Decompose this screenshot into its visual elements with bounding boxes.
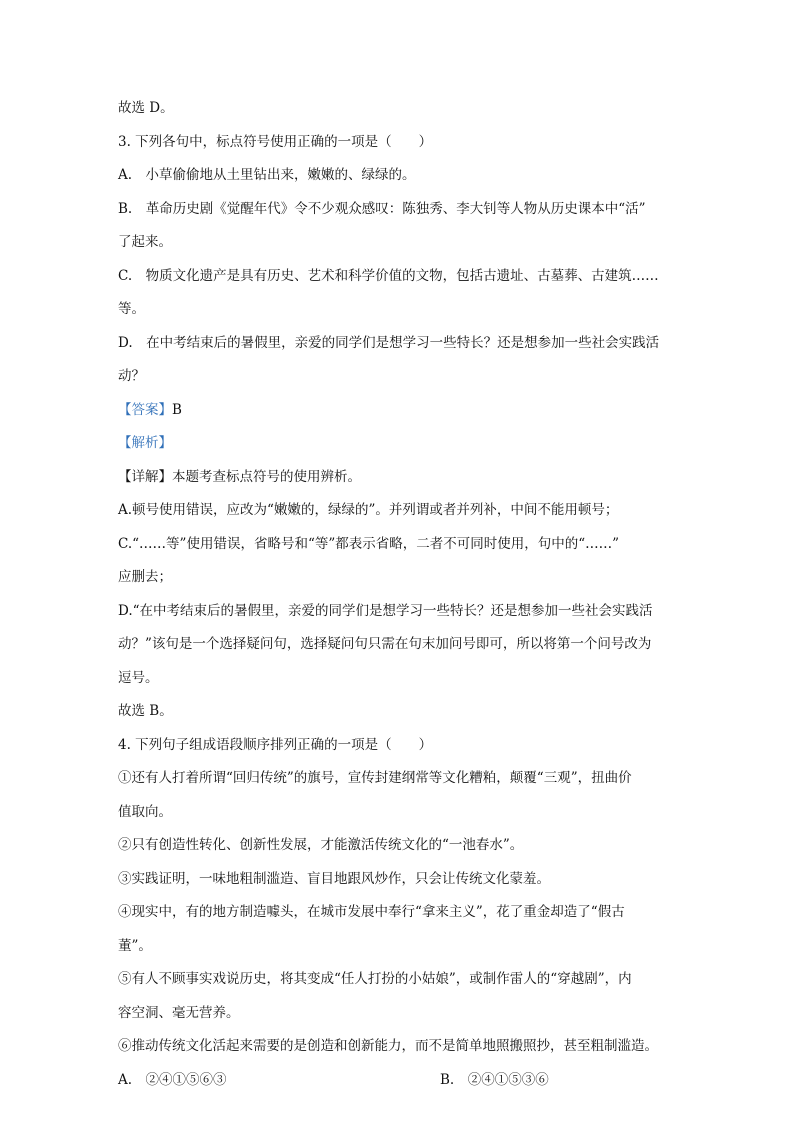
explanation-c-cont: 应删去； xyxy=(118,569,172,585)
question-4-option-b: B. ②④①⑤③⑥ xyxy=(440,1071,549,1088)
detail-line: 【详解】本题考查标点符号的使用辨析。 xyxy=(118,468,361,485)
question-3-conclusion: 故选 B。 xyxy=(118,703,173,719)
answer-value: B xyxy=(172,401,182,418)
question-4-options xyxy=(118,1070,686,1090)
question-4-option-a: A. ②④①⑤⑥③ xyxy=(118,1071,227,1088)
explanation-d: D.“在中考结束后的暑假里，亲爱的同学们是想学习一些特长？还是想参加一些社会实践活 xyxy=(118,602,653,619)
sentence-1-cont: 值取向。 xyxy=(118,803,172,820)
explanation-d-cont: 动？”该句是一个选择疑问句，选择疑问句只需在句末加问号即可，所以将第一个问号改为 xyxy=(118,636,652,652)
question-3-option-c: C. 物质文化遗产是具有历史、艺术和科学价值的文物，包括古遗址、古墓葬、古建筑…… xyxy=(118,267,659,284)
sentence-5: ⑤有人不顾事实戏说历史，将其变成“任人打扮的小姑娘”，或制作雷人的“穿越剧”，内 xyxy=(118,971,632,987)
question-3-stem: 3. 下列各句中，标点符号使用正确的一项是（ ） xyxy=(118,133,433,150)
question-4-stem: 4. 下列句子组成语段顺序排列正确的一项是（ ） xyxy=(118,736,433,753)
sentence-4-cont: 董”。 xyxy=(118,937,152,954)
question-3-option-b-cont: 了起来。 xyxy=(118,234,172,250)
question-3-option-d: D. 在中考结束后的暑假里，亲爱的同学们是想学习一些特长？还是想参加一些社会实践活 xyxy=(118,334,660,351)
answer-tag: 【答案】 xyxy=(118,401,172,418)
sentence-3: ③实践证明，一味地粗制滥造、盲目地跟风炒作，只会让传统文化蒙羞。 xyxy=(118,870,550,887)
explanation-d-cont-2: 逗号。 xyxy=(118,669,159,686)
analysis-line xyxy=(118,433,686,453)
question-3-option-a: A. 小草偷偷地从土里钻出来，嫩嫩的、绿绿的。 xyxy=(118,167,416,183)
sentence-5-cont: 容空洞、毫无营养。 xyxy=(118,1004,240,1021)
sentence-6: ⑥推动传统文化活起来需要的是创造和创新能力，而不是简单地照搬照抄，甚至粗制滥造。 xyxy=(118,1038,658,1054)
prev-answer-line: 故选 D。 xyxy=(118,100,174,116)
document-page xyxy=(118,98,686,1103)
answer-line xyxy=(118,400,686,420)
question-3-option-c-cont: 等。 xyxy=(118,301,145,317)
question-3-option-d-cont: 动？ xyxy=(118,368,145,384)
explanation-a: A.顿号使用错误，应改为“嫩嫩的，绿绿的”。并列谓或者并列补，中间不能用顿号； xyxy=(118,502,619,518)
sentence-4: ④现实中，有的地方制造噱头，在城市发展中奉行“拿来主义”，花了重金却造了“假古 xyxy=(118,904,625,920)
analysis-tag: 【解析】 xyxy=(118,435,172,451)
explanation-c: C.“……等”使用错误，省略号和“等”都表示省略，二者不可同时使用，句中的“……” xyxy=(118,535,620,552)
sentence-1: ①还有人打着所谓“回归传统”的旗号，宣传封建纲常等文化糟粕，颠覆“三观”，扭曲价 xyxy=(118,770,632,786)
sentence-2: ②只有创造性转化、创新性发展，才能激活传统文化的“一池春水”。 xyxy=(118,837,524,853)
question-3-option-b: B. 革命历史剧《觉醒年代》令不少观众感叹：陈独秀、李大钊等人物从历史课本中“活” xyxy=(118,200,646,217)
